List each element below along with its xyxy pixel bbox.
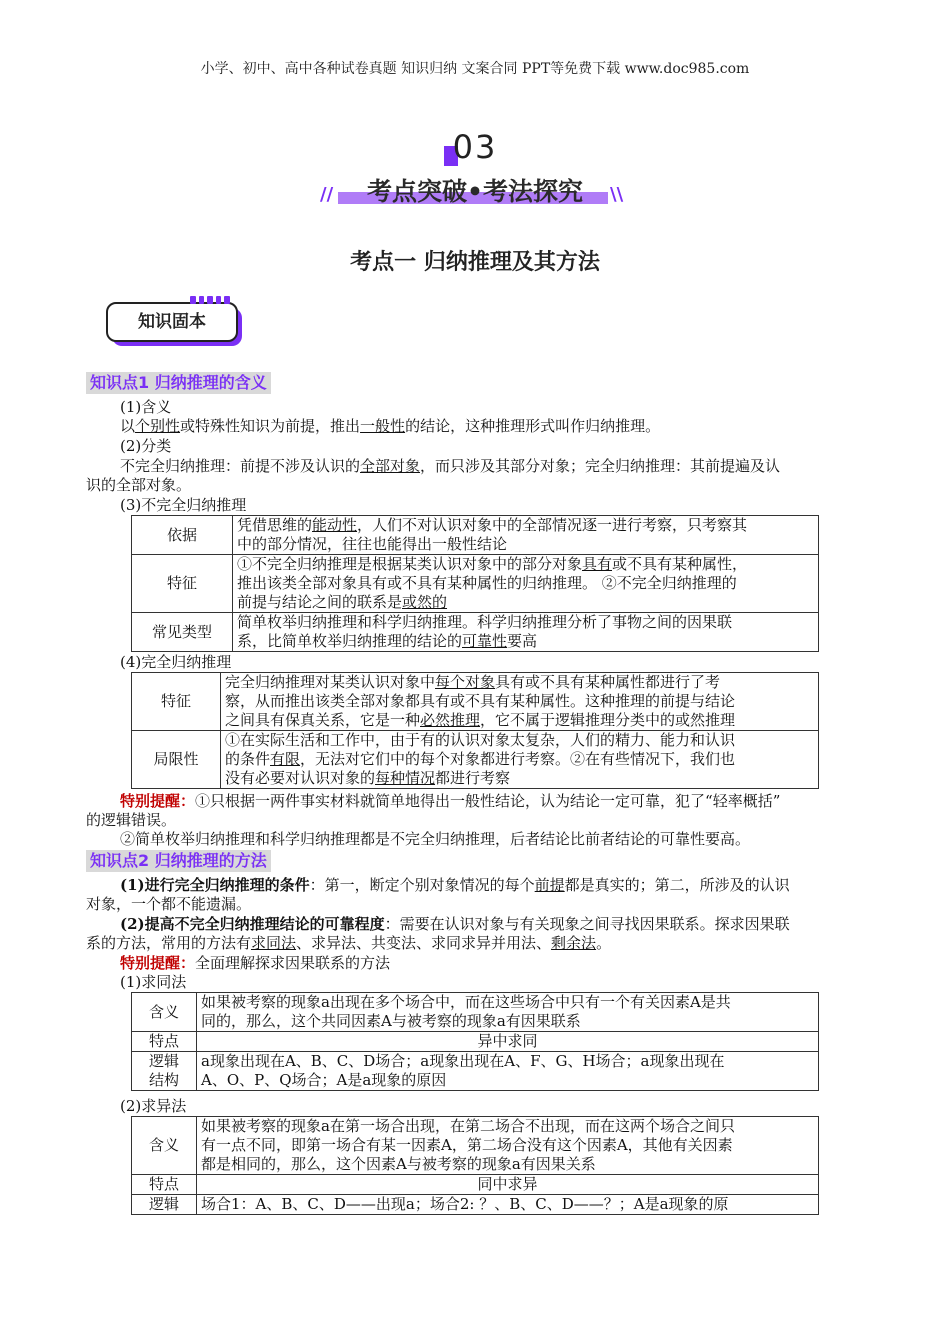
kd2-title: 知识点2 归纳推理的方法 xyxy=(86,850,271,872)
badge-dots-icon xyxy=(190,296,230,304)
kd1-p1-text: 以个别性或特殊性知识为前提，推出一般性的结论，这种推理形式叫作归纳推理。 xyxy=(120,417,661,435)
slash-right-decoration: \\ xyxy=(610,184,624,205)
table-cell: 同中求异 xyxy=(197,1175,819,1195)
kaodian-title: 考点一 归纳推理及其方法 xyxy=(350,250,600,275)
table-row xyxy=(132,1052,819,1091)
table-cell: 凭借思维的能动性，人们不对认识对象中的全部情况逐一进行考察，只考察其 中的部分情况，往往也能得出一般性结论 xyxy=(233,516,819,555)
badge-label: 知识固本 xyxy=(106,302,238,342)
kd1-p2-text-cont: 识的全部对象。 xyxy=(86,476,192,494)
kd1-p2-text: 不完全归纳推理：前提不涉及认识的全部对象，而只涉及其部分对象；完全归纳推理：其前提遍及认 xyxy=(120,457,781,475)
table-row xyxy=(132,993,819,1032)
table-cell: a现象出现在A、B、C、D场合；a现象出现在A、F、G、H场合；a现象出现在 A、O、P、Q场合；A是a现象的原因 xyxy=(197,1052,819,1091)
table-cell: ①不完全归纳推理是根据某类认识对象中的部分对象具有或不具有某种属性， 推出该类全部对象具有或不具有某种属性的归纳推理。 ②不完全归纳推理的 前提与结论之间的联系是或然的 xyxy=(233,555,819,613)
section-banner xyxy=(320,170,630,210)
table-cell: ①在实际生活和工作中，由于有的认识对象太复杂，人们的精力、能力和认识 的条件有限，无法对它们中的每个对象都进行考察。②在有些情况下，我们也 没有必要对认识对象的每种情况都进行考察 xyxy=(221,731,819,789)
table-row xyxy=(132,1032,819,1052)
kd1-p4-head: (4)完全归纳推理 xyxy=(120,653,232,671)
table-row xyxy=(132,1117,819,1175)
table-label: 逻辑 xyxy=(132,1195,197,1215)
table-cell: 简单枚举归纳推理和科学归纳推理。科学归纳推理分析了事物之间的因果联 系，比简单枚举归纳推理的结论的可靠性要高 xyxy=(233,613,819,652)
difference-method-table xyxy=(131,1116,819,1215)
table-label: 含义 xyxy=(132,993,197,1032)
section-number: 03 xyxy=(452,128,498,166)
kd2-m1-head: (1)求同法 xyxy=(120,973,187,991)
table-row xyxy=(132,673,819,731)
slash-left-decoration: // xyxy=(320,184,334,205)
table-label: 特点 xyxy=(132,1175,197,1195)
table-row xyxy=(132,516,819,555)
incomplete-induction-table xyxy=(131,515,819,652)
table-label: 含义 xyxy=(132,1117,197,1175)
kd2-p1: (1)进行完全归纳推理的条件：第一，断定个别对象情况的每个前提都是真实的；第二，所涉及的认识 xyxy=(120,876,790,894)
kd2-m2-head: (2)求异法 xyxy=(120,1097,187,1115)
table-row xyxy=(132,731,819,789)
table-cell: 异中求同 xyxy=(197,1032,819,1052)
table-cell: 如果被考察的现象a在第一场合出现，在第二场合不出现，而在这两个场合之间只 有一点不同，即第一场合有某一因素A，第二场合没有这个因素A，其他有关因素 都是相同的，那么，这个因素A与被考察的现象a有因果关系 xyxy=(197,1117,819,1175)
kd1-p2-head: (2)分类 xyxy=(120,437,172,455)
table-label: 常见类型 xyxy=(132,613,233,652)
kd1-title: 知识点1 归纳推理的含义 xyxy=(86,372,271,394)
section-title: 考点突破•考法探究 xyxy=(367,177,583,206)
table-row xyxy=(132,613,819,652)
agreement-method-table xyxy=(131,992,819,1091)
table-label: 特征 xyxy=(132,555,233,613)
complete-induction-table xyxy=(131,672,819,789)
page-header: 小学、初中、高中各种试卷真题 知识归纳 文案合同 PPT等免费下载 www.doc985.com xyxy=(200,61,750,77)
table-label: 特点 xyxy=(132,1032,197,1052)
kd2-p1-cont: 对象，一个都不能遗漏。 xyxy=(86,895,252,913)
table-row xyxy=(132,1175,819,1195)
kd1-tip: 特别提醒：①只根据一两件事实材料就简单地得出一般性结论，认为结论一定可靠，犯了“轻率概括” xyxy=(120,792,781,810)
kd2-p2-cont: 系的方法，常用的方法有求同法、求异法、共变法、求同求异并用法、剩余法。 xyxy=(86,934,612,952)
table-cell: 完全归纳推理对某类认识对象中每个对象具有或不具有某种属性都进行了考 察，从而推出该类全部对象都具有或不具有某种属性。这种推理的前提与结论 之间具有保真关系，它是一种必然推理，它不属于逻辑推理分类中的或然推理 xyxy=(221,673,819,731)
table-label: 局限性 xyxy=(132,731,221,789)
kd2-tip: 特别提醒：全面理解探求因果联系的方法 xyxy=(120,954,391,972)
kd1-p3-head: (3)不完全归纳推理 xyxy=(120,496,247,514)
table-label: 依据 xyxy=(132,516,233,555)
table-label: 逻辑 结构 xyxy=(132,1052,197,1091)
kd1-p1-head: (1)含义 xyxy=(120,398,172,416)
kd2-p2: (2)提高不完全归纳推理结论的可靠程度：需要在认识对象与有关现象之间寻找因果联系。探求因果联 xyxy=(120,915,790,933)
table-row xyxy=(132,555,819,613)
table-cell: 如果被考察的现象a出现在多个场合中，而在这些场合中只有一个有关因素A是共 同的，那么，这个共同因素A与被考察的现象a有因果联系 xyxy=(197,993,819,1032)
table-label: 特征 xyxy=(132,673,221,731)
table-cell: 场合1：A、B、C、D——出现a；场合2: ？、B、C、D——？；A是a现象的原 xyxy=(197,1195,819,1215)
kd1-tip-cont: 的逻辑错误。 xyxy=(86,811,177,829)
kd1-tip2: ②简单枚举归纳推理和科学归纳推理都是不完全归纳推理，后者结论比前者结论的可靠性要高。 xyxy=(120,830,751,848)
table-row xyxy=(132,1195,819,1215)
knowledge-badge xyxy=(106,302,244,348)
